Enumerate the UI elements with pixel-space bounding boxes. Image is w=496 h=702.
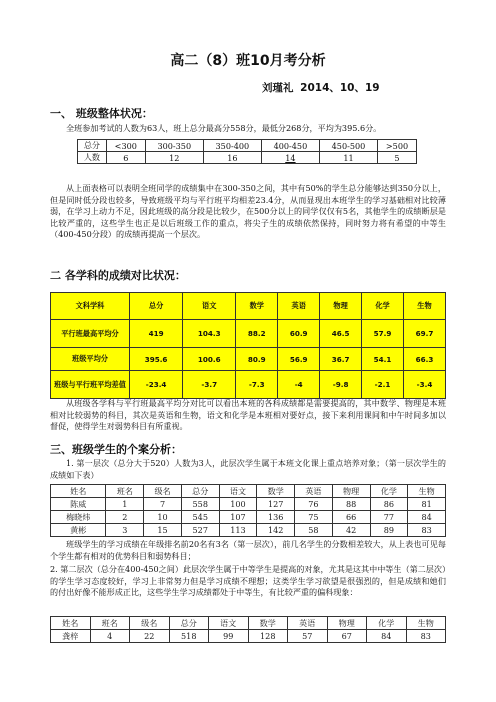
section1-heading: 一、 班级整体状况： — [50, 107, 153, 120]
table-cell: 84 — [367, 630, 407, 643]
top-students-table — [50, 484, 446, 537]
table-cell: 450-500 — [319, 140, 377, 152]
table-cell: -4 — [278, 371, 320, 399]
table-cell: 558 — [181, 498, 219, 511]
table-cell: 16 — [203, 152, 261, 164]
table-cell: 113 — [219, 524, 257, 537]
table-cell: 4 — [90, 630, 130, 643]
score-distribution-table — [77, 139, 417, 164]
table-cell: 66.3 — [404, 348, 446, 371]
table-cell: 龚梓 — [51, 630, 91, 643]
table-cell: 527 — [181, 524, 219, 537]
table-row — [51, 320, 446, 348]
table-cell: 14 — [261, 152, 319, 164]
table-cell: 物理 — [332, 485, 370, 498]
table-cell: 107 — [219, 511, 257, 524]
table-cell: 128 — [248, 630, 288, 643]
table-cell: 平行班最高平均分 — [51, 320, 130, 348]
section3-heading: 三、班级学生的个案分析： — [50, 443, 182, 456]
table-cell: 36.7 — [320, 348, 362, 371]
table-cell: 化学 — [370, 485, 408, 498]
table-cell: 人数 — [78, 152, 107, 164]
table-cell: 77 — [370, 511, 408, 524]
table-cell: 语文 — [219, 485, 257, 498]
table-cell: 46.5 — [320, 320, 362, 348]
table-cell: 22 — [130, 630, 170, 643]
table-cell: 518 — [169, 630, 209, 643]
table-cell: 班名 — [90, 617, 130, 630]
table-cell: -9.8 — [320, 371, 362, 399]
table-cell: 数学 — [248, 617, 288, 630]
table-cell: 69.7 — [404, 320, 446, 348]
table-cell: 总分 — [169, 617, 209, 630]
table-cell: -3.7 — [183, 371, 236, 399]
table-row — [51, 371, 446, 399]
table-cell: 级名 — [144, 485, 182, 498]
table-cell: 127 — [257, 498, 295, 511]
table-cell: 姓名 — [51, 485, 106, 498]
table-cell: 语文 — [209, 617, 249, 630]
table-cell: 75 — [295, 511, 333, 524]
table-cell: 88.2 — [236, 320, 278, 348]
table-cell: 生物 — [406, 617, 446, 630]
table-cell: 英语 — [288, 617, 328, 630]
table-cell: 化学 — [367, 617, 407, 630]
table-cell: 11 — [319, 152, 377, 164]
table-cell: 文科学科 — [51, 293, 130, 320]
table-cell: 总分 — [181, 485, 219, 498]
table-row — [51, 630, 446, 643]
table-cell: -2.1 — [362, 371, 404, 399]
section1-analysis: 从上面表格可以表明全班同学的成绩集中在300-350之间，其中有50%的学生总分能够达到350分以上，但是同时低分段也较多，导致班级平均与平行班平均相差23.4分，从而显现出本班学生的学习基础相对比较薄弱，在学习上动力不足，因此班级的高分段是比较少，在500分以上的同学仅仅有5名，其他学生的成绩断层是比较严重的，这些学生也正是以后班级工作的重点，将尖子生的成绩依然保持，同时努力将有希望的中等生（400-450分段）的成绩再提高一个层次。 — [50, 183, 446, 240]
table-cell: 58 — [295, 524, 333, 537]
table-cell: 76 — [295, 498, 333, 511]
table-cell: 物理 — [327, 617, 367, 630]
table-cell: 英语 — [295, 485, 333, 498]
table-cell: 100.6 — [183, 348, 236, 371]
table-cell: 生物 — [404, 293, 446, 320]
table-cell: 梅晓炜 — [51, 511, 106, 524]
table-cell: 黄彬 — [51, 524, 106, 537]
section1-intro: 全班参加考试的人数为63人，班上总分最高分558分，最低分268分，平均为395.6分。 — [66, 123, 382, 133]
table-cell: 级名 — [130, 617, 170, 630]
table-cell: 84 — [408, 511, 446, 524]
table-row — [51, 348, 446, 371]
table-cell: 545 — [181, 511, 219, 524]
section3-item2-intro: 2. 第二层次（总分在400-450之间）此层次学生属于中等学生是提高的对象，尤其是这其中中等生（第二层次）的学生学习态度较好，学习上非常努力但是学习成绩不理想；这类学生学习欲望是很强烈的，但是成绩和她们的付出好像不能形成正比，这些学生学习成绩都处于中等生，有比较严重的偏科现象： — [50, 564, 447, 598]
table-cell: 英语 — [278, 293, 320, 320]
table-cell: 2 — [106, 511, 144, 524]
section2-heading: 二 各学科的成绩对比状况： — [50, 269, 186, 282]
table-cell: 总分 — [130, 293, 183, 320]
table-cell: 83 — [408, 524, 446, 537]
table-cell: 班级平均分 — [51, 348, 130, 371]
table-row — [51, 524, 446, 537]
table-cell: 生物 — [408, 485, 446, 498]
table-cell: 6 — [106, 152, 145, 164]
section3-item1-intro: 1. 第一层次（总分大于520）人数为3人，此层次学生属于本班文化课上重点培养对象；（第一层次学生的成绩如下表） — [50, 458, 446, 480]
table-cell: 7 — [144, 498, 182, 511]
table-cell: 总分 — [78, 140, 107, 152]
table-cell: <300 — [106, 140, 145, 152]
table-cell: 66 — [332, 511, 370, 524]
table-row — [51, 485, 446, 498]
table-cell: 54.1 — [362, 348, 404, 371]
table-cell: 57 — [288, 630, 328, 643]
table-cell: 数学 — [257, 485, 295, 498]
table-cell: 57.9 — [362, 320, 404, 348]
table-cell: 语文 — [183, 293, 236, 320]
table-cell: 12 — [145, 152, 203, 164]
table-row — [78, 140, 417, 152]
table-cell: -7.3 — [236, 371, 278, 399]
table-cell: 姓名 — [51, 617, 91, 630]
table-row — [51, 293, 446, 320]
table-cell: 100 — [219, 498, 257, 511]
table-cell: 99 — [209, 630, 249, 643]
table-cell: 395.6 — [130, 348, 183, 371]
table-cell: 81 — [408, 498, 446, 511]
table-cell: 86 — [370, 498, 408, 511]
table-cell: 419 — [130, 320, 183, 348]
author-date: 刘瑾礼 2014、10、19 — [262, 82, 380, 94]
table-row — [78, 152, 417, 164]
middle-students-table — [50, 616, 446, 643]
table-cell: 60.9 — [278, 320, 320, 348]
table-cell: 1 — [106, 498, 144, 511]
table-cell: 350-400 — [203, 140, 261, 152]
table-cell: 89 — [370, 524, 408, 537]
table-row — [51, 498, 446, 511]
page-title: 高二（8）班10月考分析 — [170, 53, 326, 69]
table-cell: 67 — [327, 630, 367, 643]
table-cell: 42 — [332, 524, 370, 537]
table-row — [51, 511, 446, 524]
table-cell: 化学 — [362, 293, 404, 320]
table-cell: 物理 — [320, 293, 362, 320]
table-cell: 15 — [144, 524, 182, 537]
table-cell: 班级与平行班平均差值 — [51, 371, 130, 399]
table-cell: 80.9 — [236, 348, 278, 371]
table-cell: 数学 — [236, 293, 278, 320]
table-cell: 142 — [257, 524, 295, 537]
table-cell: 陈威 — [51, 498, 106, 511]
table-cell: 400-450 — [261, 140, 319, 152]
section2-analysis: 从班级各学科与平行班最高平均分对比可以看出本班的各科成绩都是需要提高的，其中数学、物理是本班相对比较弱势的科目，其次是英语和生物，语文和化学是本班相对要好点，接下来利用课间和中午时间多加以督促，使得学生对弱势科目有所重视。 — [50, 398, 446, 432]
table-cell: 5 — [378, 152, 417, 164]
table-cell: 300-350 — [145, 140, 203, 152]
table-cell: 3 — [106, 524, 144, 537]
table-cell: 10 — [144, 511, 182, 524]
table-cell: 83 — [406, 630, 446, 643]
table-cell: 56.9 — [278, 348, 320, 371]
section3-item1-analysis: 班级学生的学习成绩在年级排名前20名有3名（第一层次），前几名学生的分数相差较大，从上表也可见每个学生都有相对的优势科目和弱势科目； — [50, 539, 446, 561]
table-cell: 88 — [332, 498, 370, 511]
subject-comparison-table — [50, 292, 446, 399]
table-cell: -3.4 — [404, 371, 446, 399]
table-cell: >500 — [378, 140, 417, 152]
table-cell: 136 — [257, 511, 295, 524]
table-cell: 班名 — [106, 485, 144, 498]
table-cell: -23.4 — [130, 371, 183, 399]
table-cell: 104.3 — [183, 320, 236, 348]
table-row — [51, 617, 446, 630]
